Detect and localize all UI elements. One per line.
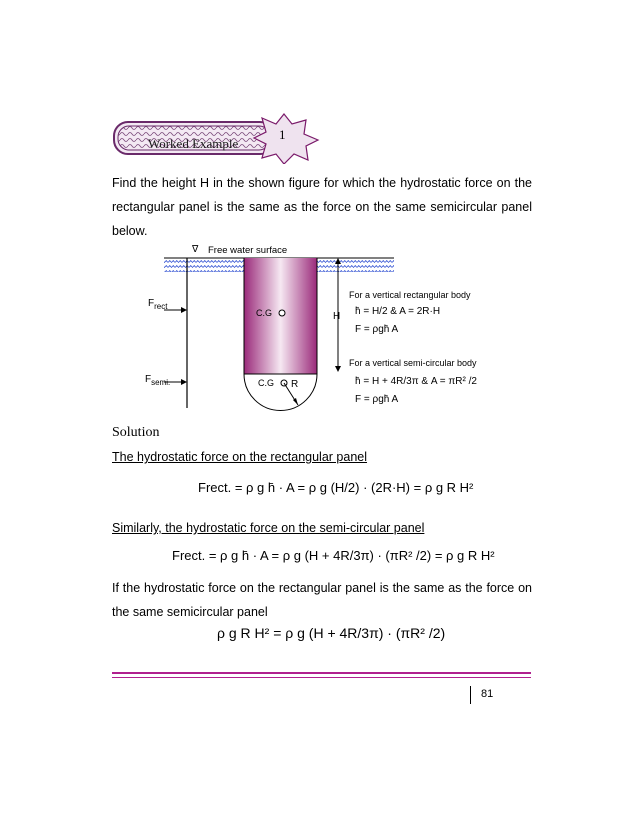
equality-equation: ρ g R H² = ρ g (H + 4R/3π) · (πR² /2) [217, 625, 446, 641]
page-number: 81 [481, 688, 494, 700]
footer-rule-top [112, 672, 531, 674]
problem-text: Find the height H in the shown figure for which the hydrostatic force on the rectangular panel is the same as the force on the same semicircular panel below. [112, 176, 532, 238]
star-badge-icon [254, 114, 318, 164]
rect-note-eq1: h̄ = H/2 & A = 2R·H [355, 306, 441, 317]
rect-note-title: For a vertical rectangular body [349, 290, 471, 300]
cg-label-semi: C.G [258, 378, 275, 388]
free-surface-symbol-icon: ∇ [192, 244, 199, 255]
r-label: R [291, 379, 299, 390]
rect-caption: The hydrostatic force on the rectangular panel [112, 450, 368, 464]
solution-heading: Solution [112, 425, 160, 440]
semi-note-title: For a vertical semi-circular body [349, 358, 477, 368]
f-rect-label: $F_{rect}$ [148, 298, 168, 311]
equality-text: If the hydrostatic force on the rectangular panel is the same as the force on the same semicircular panel [112, 581, 532, 619]
f-semi-label: $F_{semi.}$ [145, 374, 171, 387]
rect-equation: Frect. = ρ g h̄ · A = ρ g (H/2) · (2R·H) = ρ g R H² [198, 480, 474, 495]
worked-example-label: Worked Example [148, 136, 239, 151]
semi-caption: Similarly, the hydrostatic force on the semi-circular panel [112, 521, 425, 535]
panel-figure [112, 240, 532, 415]
free-surface-label: Free water surface [208, 245, 288, 256]
page-number-divider [470, 686, 471, 704]
semi-note-eq2: F = ρgh̄ A [355, 394, 399, 405]
semi-note-eq1: h̄ = H + 4R/3π & A = πR² /2 [355, 376, 477, 387]
rect-note-eq2: F = ρgh̄ A [355, 324, 399, 335]
cg-label-rect: C.G [256, 308, 273, 318]
h-dimension-label: H [333, 311, 341, 322]
semi-equation: Frect. = ρ g h̄ · A = ρ g (H + 4R/3π) · (πR² /2) = ρ g R H² [172, 548, 495, 563]
example-number: 1 [279, 127, 286, 142]
footer-rule-bottom [112, 677, 531, 678]
